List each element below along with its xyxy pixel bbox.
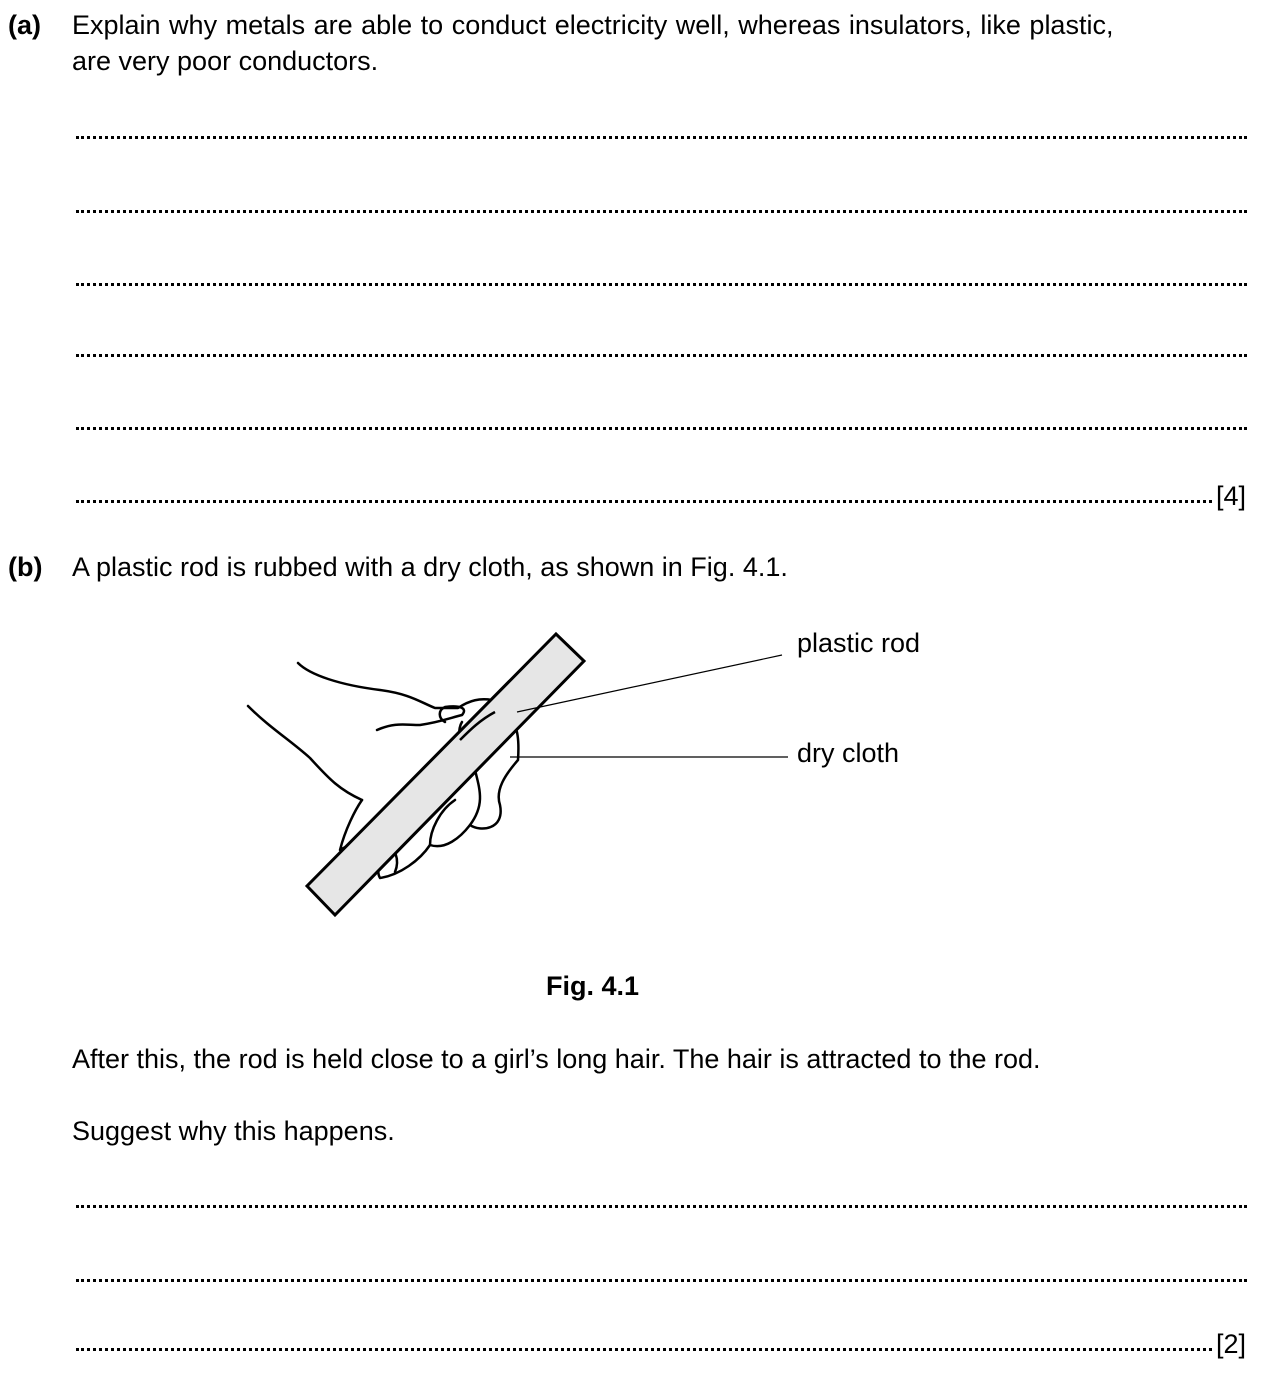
part-b-marks: [2] xyxy=(1216,1329,1247,1359)
finger-line-1 xyxy=(470,770,480,825)
answer-line-b1[interactable] xyxy=(76,1205,1247,1208)
answer-line-a5[interactable] xyxy=(76,427,1247,430)
rod-and-hand-figure xyxy=(0,600,1265,940)
answer-line-a1[interactable] xyxy=(76,136,1247,139)
answer-line-b3[interactable] xyxy=(76,1348,1212,1351)
label-dry-cloth: dry cloth xyxy=(797,738,900,768)
part-b-question: Suggest why this happens. xyxy=(72,1116,395,1146)
answer-line-a3[interactable] xyxy=(76,283,1247,286)
arm-upper-outline xyxy=(298,663,492,708)
part-b-label: (b) xyxy=(8,552,43,582)
part-a-marks: [4] xyxy=(1216,481,1247,511)
part-a-question-line2: are very poor conductors. xyxy=(72,46,379,76)
part-b-statement: After this, the rod is held close to a girl’s long hair. The hair is attracted to the rod. xyxy=(72,1044,1041,1074)
answer-line-a2[interactable] xyxy=(76,210,1247,213)
part-a-label: (a) xyxy=(8,10,41,40)
thumb-outline xyxy=(377,706,464,730)
part-b-intro: A plastic rod is rubbed with a dry cloth, as shown in Fig. 4.1. xyxy=(72,552,788,582)
answer-line-a4[interactable] xyxy=(76,354,1247,357)
arm-lower-outline xyxy=(248,706,362,800)
answer-line-b2[interactable] xyxy=(76,1279,1247,1282)
answer-line-a6[interactable] xyxy=(76,500,1212,503)
plastic-rod xyxy=(307,634,584,915)
label-plastic-rod: plastic rod xyxy=(797,628,921,658)
part-a-question-line1: Explain why metals are able to conduct electricity well, whereas insulators, like plastic, xyxy=(72,10,1114,40)
figure-caption: Fig. 4.1 xyxy=(546,971,640,1001)
